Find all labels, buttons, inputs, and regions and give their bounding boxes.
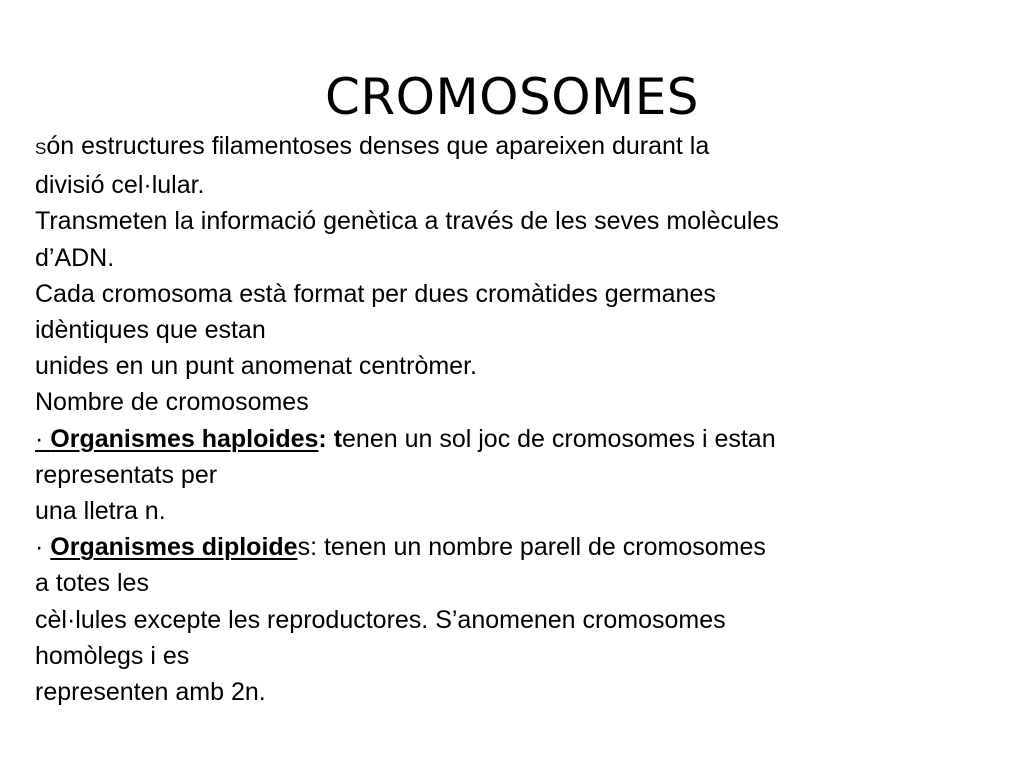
body-line-16: representen amb 2n.	[35, 678, 266, 707]
body-line-7: unides en un punt anomenat centròmer.	[35, 352, 477, 381]
slide-title: CROMOSOMES	[324, 68, 700, 126]
term-haploid-colon: : t	[318, 424, 343, 453]
body-line-3: Transmeten la informació genètica a través de les seves molècules	[35, 207, 779, 236]
body-line-1	[35, 128, 985, 167]
term-haploid: Organismes haploides	[50, 424, 319, 453]
body-line-11: una lletra n.	[35, 497, 166, 526]
bullet-diploid: ·	[35, 533, 51, 562]
body-line-10: representats per	[35, 460, 218, 489]
body-line-1-text: ón estructures filamentoses denses que apareixen durant la	[46, 132, 710, 160]
body-line-4: d’ADN.	[35, 243, 115, 272]
body-line-5: Cada cromosoma està format per dues cromàtides germanes	[35, 279, 716, 308]
body-line-1-cap: S	[35, 139, 47, 158]
body-line-15: homòlegs i es	[35, 641, 190, 670]
body-line-13: a totes les	[35, 569, 149, 598]
body-line-2: divisió cel·lular.	[35, 171, 205, 200]
body-line-12	[35, 529, 985, 565]
body-line-9	[35, 421, 985, 457]
bullet-haploid: ·	[35, 424, 51, 453]
body-line-9-text: enen un sol joc de cromosomes i estan	[342, 424, 776, 453]
body-line-6: idèntiques que estan	[35, 316, 266, 345]
term-diploid: Organismes diploide	[50, 533, 298, 562]
slide-body	[35, 128, 985, 710]
body-line-8: Nombre de cromosomes	[35, 388, 309, 417]
body-line-14: cèl·lules excepte les reproductores. S’anomenen cromosomes	[35, 605, 726, 634]
body-line-12-text: s: tenen un nombre parell de cromosomes	[297, 533, 766, 562]
